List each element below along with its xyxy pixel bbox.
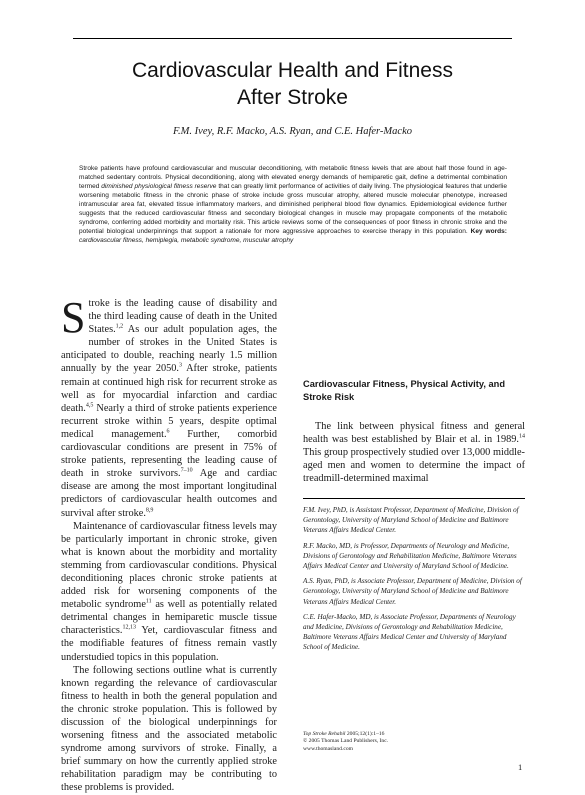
affiliation-rule	[303, 498, 525, 499]
body-text: Further, comorbid cardiovascular conditions are present in 75% of stroke patients, representing the leading cause of death in stroke survivors.	[61, 428, 277, 480]
reference-mark: 14	[519, 433, 525, 440]
abstract	[79, 164, 507, 245]
body-text: This group prospectively studied over 13,000 middle-aged men and women to determine the impact of treadmill-determined maximal	[303, 447, 525, 485]
abstract-text-2: that can greatly limit performance of activities of daily living. The physiological features that underlie worsening metabolic fitness in the chronic phase of stroke include gross muscular atrophy, altered muscle molecular phenotype, increased intramuscular area fat, elevated tissue inflammatory markers, and diminished peripheral blood flow dynamics. Epidemiological evidence further suggests that the reduced cardiovascular fitness and secondary biological changes in muscle may propagate components of the metabolic syndrome, conferring added morbidity and mortality risk. This article reviews some of the consequences of poor fitness in chronic stroke and the potential biological underpinnings that support a rationale for more aggressive approaches to exercise therapy in this population.	[79, 183, 507, 236]
abstract-text-1: Stroke patients have profound cardiovascular and muscular deconditioning, with metabolic fitness levels that are about half those found in age-matched sedentary controls. Physical deconditioning, along with elevated energy demands of hemiparetic gait, define a detrimental combination termed	[79, 165, 507, 191]
abstract-emphasis: diminished physiological fitness reserve	[101, 183, 217, 191]
affiliation-hafer-macko: C.E. Hafer-Macko, MD, is Associate Professor, Departments of Neurology and Medicine, Divisions of Gerontology and Rehabilitation Medicine, Baltimore Veterans Affairs Medical Center and University of Maryland School of Medicine.	[303, 612, 516, 652]
top-rule	[73, 38, 512, 39]
body-text: The link between physical fitness and general health was best established by Blair et al. in 1989.	[303, 421, 525, 446]
body-column-left	[61, 293, 277, 795]
affiliation-ryan: A.S. Ryan, PhD, is Associate Professor, Department of Medicine, Division of Gerontology, University of Maryland School of Medicine and Baltimore Veterans Affairs Medical Center.	[303, 577, 522, 606]
drop-cap: S	[61, 293, 86, 342]
reference-mark: 11	[145, 598, 152, 605]
title-line-1: Cardiovascular Health and Fitness	[132, 59, 453, 82]
body-text: Maintenance of cardiovascular fitness levels may be particularly important in chronic stroke, given what is known about the morbidity and mortality stemming from cardiovascular conditions. Physical deconditioning places chronic stroke patients at added risk for worsening components of the metabolic syndrome	[61, 520, 277, 611]
keywords-label: Key words:	[470, 228, 507, 236]
body-paragraph-4	[303, 420, 525, 485]
journal-title: Top Stroke Rehabil	[303, 731, 346, 737]
body-paragraph-1	[61, 293, 277, 520]
author-list: F.M. Ivey, R.F. Macko, A.S. Ryan, and C.E. Hafer-Macko	[173, 126, 412, 137]
body-paragraph-3: The following sections outline what is currently known regarding the relevance of cardiovascular fitness to health in both the general population and the chronic stroke population. This is followed by discussion of the biological underpinnings for worsening fitness and the associated metabolic syndrome among survivors of stroke. Finally, a brief summary on how the currently applied stroke rehabilitation paradigm may be contributing to these problems is provided.	[61, 664, 277, 794]
body-text: Nearly a third of stroke patients experience recurrent stroke within 5 years, despite optimal medical management.	[61, 402, 277, 440]
journal-citation	[303, 731, 525, 753]
title-line-2: After Stroke	[237, 86, 348, 109]
reference-mark: 8,9	[145, 507, 154, 514]
copyright-notice: © 2005 Thomas Land Publishers, Inc.	[303, 738, 389, 745]
author-affiliations	[303, 505, 525, 658]
article-title	[40, 57, 545, 111]
body-paragraph-2	[61, 520, 277, 664]
reference-mark: 3	[179, 363, 182, 370]
publisher-url: www.thomasland.com	[303, 745, 353, 752]
affiliation-ivey: F.M. Ivey, PhD, is Assistant Professor, Department of Medicine, Division of Gerontology, University of Maryland School of Medicine and Baltimore Veterans Affairs Medical Center.	[303, 506, 519, 535]
body-text: As our adult population ages, the number of strokes in the United States is anticipated to double, reaching nearly 1.5 million annually by the year 2050.	[61, 324, 277, 375]
body-text: as well as potentially related detrimental changes in hemiparetic muscle tissue characteristics.	[61, 599, 277, 637]
keywords: cardiovascular fitness, hemiplegia, metabolic syndrome, muscular atrophy	[79, 237, 294, 245]
body-text: troke is the leading cause of disability and the third leading cause of death in the United States.	[88, 298, 277, 336]
body-text: After stroke, patients remain at continued high risk for recurrent stroke as well as for myocardial infarction and cardiac death.	[61, 363, 277, 414]
reference-mark: 4,5	[85, 402, 94, 409]
journal-volume: 2005;12(1):1–16	[345, 731, 385, 737]
section-heading: Cardiovascular Fitness, Physical Activity, and Stroke Risk	[303, 379, 506, 402]
affiliation-macko: R.F. Macko, MD, is Professor, Departments of Neurology and Medicine, Divisions of Gerontology and Rehabilitation Medicine, Baltimore Veterans Affairs Medical Center and University of Maryland School of Medicine.	[303, 541, 517, 571]
reference-mark: 12,13	[122, 624, 136, 631]
reference-mark: 7–10	[180, 467, 193, 474]
body-column-right	[303, 420, 525, 485]
body-text: Age and cardiac disease are among the most important longitudinal predictors of cardiovascular health outcomes and survival after stroke.	[61, 468, 277, 519]
body-text: Yet, cardiovascular fitness and the modifiable features of fitness remain vastly understudied topics in this population.	[61, 625, 277, 663]
reference-mark: 1,2	[115, 323, 124, 330]
page-number: 1	[518, 762, 523, 772]
reference-mark: 6	[166, 428, 170, 435]
